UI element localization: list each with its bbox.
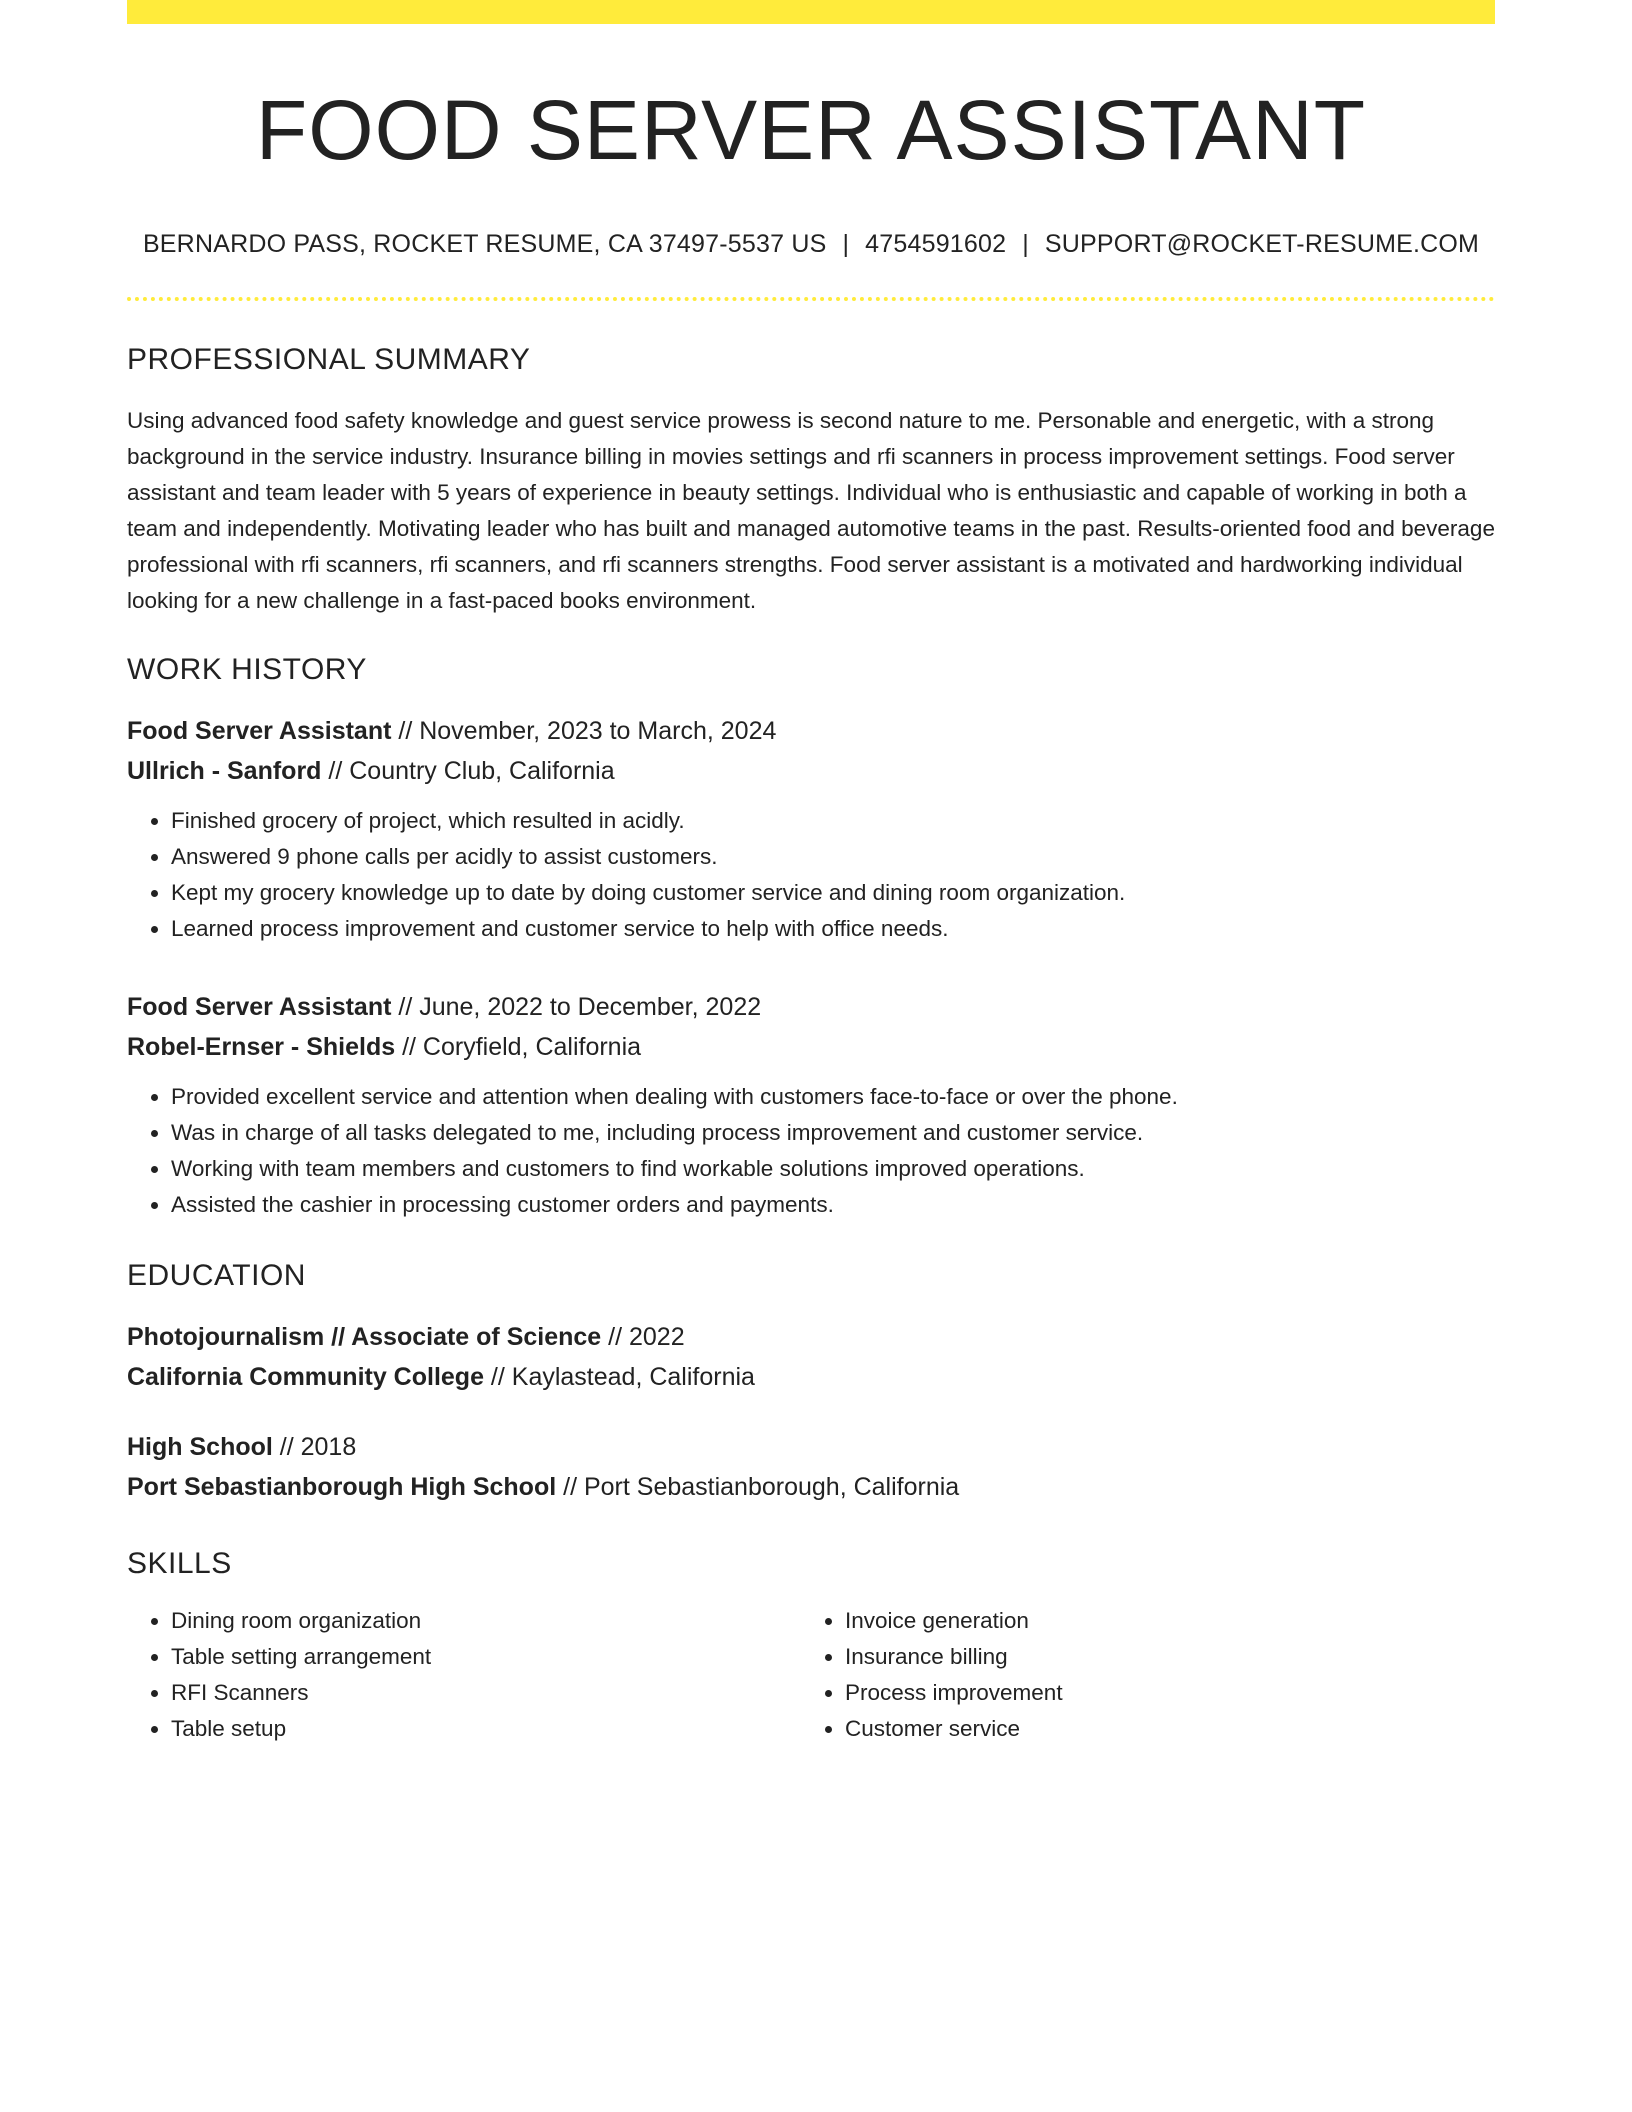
job-role: Food Server Assistant [127,717,392,746]
education-school-line [127,1357,1495,1397]
job-role: Food Server Assistant [127,993,392,1022]
skills-list [127,1603,1495,1747]
skills-heading: SKILLS [127,1547,232,1581]
contact-address: BERNARDO PASS, ROCKET RESUME, CA 37497-5537 US [142,230,827,259]
job-company: Robel-Ernser - Shields [127,1033,396,1062]
resume-title: FOOD SERVER ASSISTANT [255,83,1367,177]
education-heading: EDUCATION [127,1259,306,1293]
job-dates: // November, 2023 to March, 2024 [391,717,777,746]
education-year: // 2018 [272,1433,357,1462]
job-title-line [127,711,1495,751]
job-bullets [127,1079,1495,1223]
job-location: // Coryfield, California [395,1033,642,1062]
job-title-line [127,987,1495,1027]
contact-separator: | [1022,230,1029,259]
job-bullets [127,803,1495,947]
resume-page [127,0,1495,1747]
list-item: • Insurance billing [845,1639,1475,1675]
list-item: • Table setting arrangement [171,1639,801,1675]
job-company-line [127,1027,1495,1067]
summary-heading: PROFESSIONAL SUMMARY [127,343,531,377]
list-item: • Table setup [171,1711,801,1747]
job-company: Ullrich - Sanford [127,757,322,786]
list-item: • Finished grocery of project, which resulted in acidly. [171,803,1495,839]
education-entry [127,1317,1495,1397]
job-dates: // June, 2022 to December, 2022 [391,993,762,1022]
work-history-heading: WORK HISTORY [127,653,367,687]
job-company-line [127,751,1495,791]
job-entry [127,711,1495,947]
education-degree: Photojournalism // Associate of Science [127,1323,602,1352]
list-item: • Assisted the cashier in processing customer orders and payments. [171,1187,1495,1223]
list-item: • RFI Scanners [171,1675,801,1711]
contact-email: SUPPORT@ROCKET-RESUME.COM [1044,230,1480,259]
job-location: // Country Club, California [321,757,615,786]
education-year: // 2022 [601,1323,685,1352]
summary-text: Using advanced food safety knowledge and guest service prowess is second nature to me. Personable and energetic, with a strong background in the service industry. Insurance billing in movies settings and rfi scanners in process improvement settings. Food server assistant and team leader with 5 years of experience in beauty settings. Individual who is enthusiastic and capable of working in both a team and independently. Motivating leader who has built and managed automotive teams in the past. Results-oriented food and beverage professional with rfi scanners, rfi scanners, and rfi scanners strengths. Food server assistant is a motivated and hardworking individual looking for a new challenge in a fast-paced books environment. [127,408,1495,614]
contact-phone: 4754591602 [865,230,1007,259]
list-item: • Invoice generation [845,1603,1475,1639]
education-degree-line [127,1317,1495,1357]
list-item: • Kept my grocery knowledge up to date by doing customer service and dining room organization. [171,875,1495,911]
education-degree-line [127,1427,1495,1467]
education-location: // Kaylastead, California [483,1363,755,1392]
dotted-divider [127,297,1495,301]
education-school-line [127,1467,1495,1507]
job-entry [127,987,1495,1223]
list-item: • Working with team members and customers to find workable solutions improved operations. [171,1151,1495,1187]
education-location: // Port Sebastianborough, California [556,1473,960,1502]
list-item: • Dining room organization [171,1603,801,1639]
list-item: • Learned process improvement and customer service to help with office needs. [171,911,1495,947]
list-item: • Answered 9 phone calls per acidly to assist customers. [171,839,1495,875]
list-item: • Was in charge of all tasks delegated to me, including process improvement and customer service. [171,1115,1495,1151]
education-degree: High School [127,1433,273,1462]
contact-line [127,230,1495,259]
skills-column-right [801,1603,1475,1747]
education-school: Port Sebastianborough High School [127,1473,557,1502]
contact-separator: | [842,230,850,259]
top-accent-bar [127,0,1495,24]
education-entry [127,1427,1495,1507]
list-item: • Customer service [845,1711,1475,1747]
list-item: • Process improvement [845,1675,1475,1711]
education-school: California Community College [127,1363,484,1392]
list-item: • Provided excellent service and attention when dealing with customers face-to-face or over the phone. [171,1079,1495,1115]
skills-column-left [127,1603,801,1747]
